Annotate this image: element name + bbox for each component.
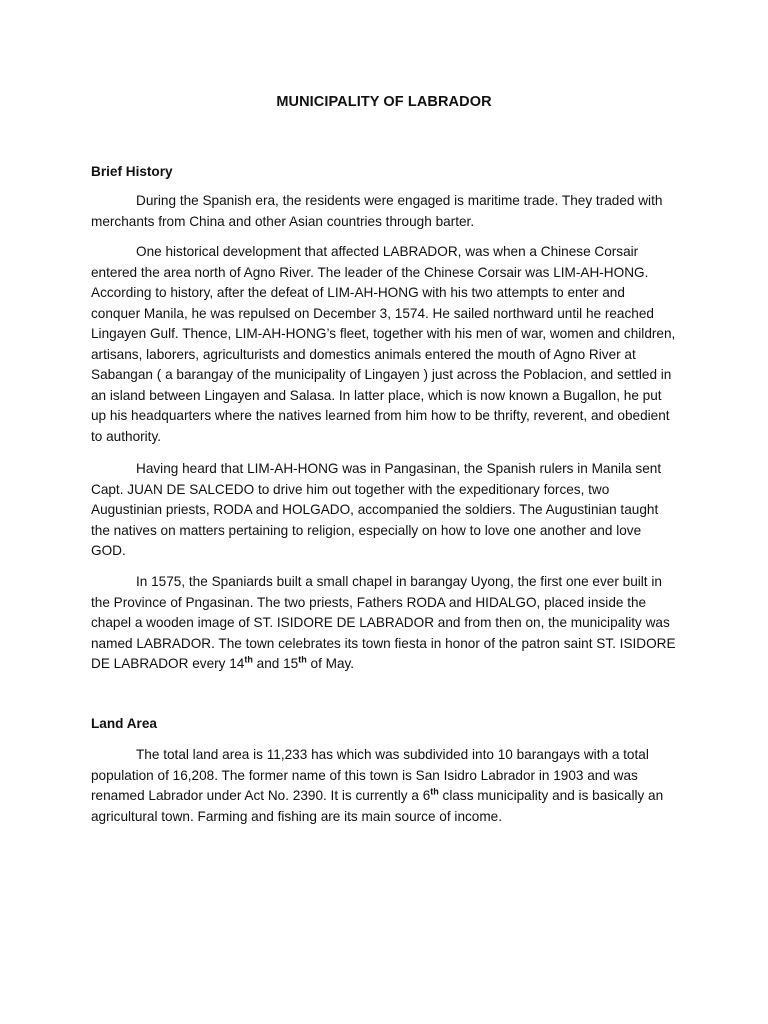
page-title: MUNICIPALITY OF LABRADOR: [276, 94, 492, 110]
land-area-paragraph-end: class municipality and is basically an agricultural town. Farming and fishing are its main source of income.: [91, 788, 664, 824]
land-area-heading: Land Area: [91, 716, 157, 731]
history-paragraph-4-text: In 1575, the Spaniards built a small chapel in barangay Uyong, the first one ever built in the Province of Pngasinan. The two priests, Fathers RODA and HIDALGO, placed inside the chapel a wooden image of ST. ISIDORE DE LABRADOR and from then on, the municipality was named LABRADOR. The town celebrates its town fiesta in honor of the patron saint ST. ISIDORE DE LABRADOR every 14: [91, 574, 676, 671]
history-paragraph-2: One historical development that affected LABRADOR, was when a Chinese Corsair entered the area north of Agno River. The leader of the Chinese Corsair was LIM-AH-HONG. According to history, after the defeat of LIM-AH-HONG with his two attempts to enter and conquer Manila, he was repulsed on December 3, 1574. He sailed northward until he reached Lingayen Gulf. Thence, LIM-AH-HONG’s fleet, together with his men of war, women and children, artisans, laborers, agriculturists and domestics animals entered the mouth of Agno River at Sabangan ( a barangay of the municipality of Lingayen ) just across the Poblacion, and settled in an island between Lingayen and Salasa. In latter place, which is now known a Bugallon, he put up his headquarters where the natives learned from him how to be thrifty, reverent, and obedient to authority.: [91, 244, 676, 444]
history-paragraph-1: During the Spanish era, the residents were engaged is maritime trade. They traded with merchants from China and other Asian countries through barter.: [91, 193, 663, 229]
history-paragraph-3: Having heard that LIM-AH-HONG was in Pangasinan, the Spanish rulers in Manila sent Capt. JUAN DE SALCEDO to drive him out together with the expeditionary forces, two Augustinian priests, RODA and HOLGADO, accompanied the soldiers. The Augustinian taught the natives on matters pertaining to religion, especially on how to love one another and love GOD.: [91, 461, 662, 558]
brief-history-heading: Brief History: [91, 164, 173, 179]
land-area-paragraph: [91, 745, 676, 827]
history-paragraph-4: [91, 572, 676, 675]
history-paragraph-4-end: of May.: [306, 656, 355, 671]
ordinal-suffix: th: [430, 786, 439, 797]
ordinal-suffix: th: [298, 654, 307, 665]
ordinal-suffix: th: [244, 654, 253, 665]
land-area-paragraph-text: The total land area is 11,233 has which was subdivided into 10 barangays with a total population of 16,208. The former name of this town is San Isidro Labrador in 1903 and was renamed Labrador under Act No. 2390. It is currently a 6: [91, 747, 649, 803]
history-paragraph-4-mid: and 15: [252, 656, 299, 671]
